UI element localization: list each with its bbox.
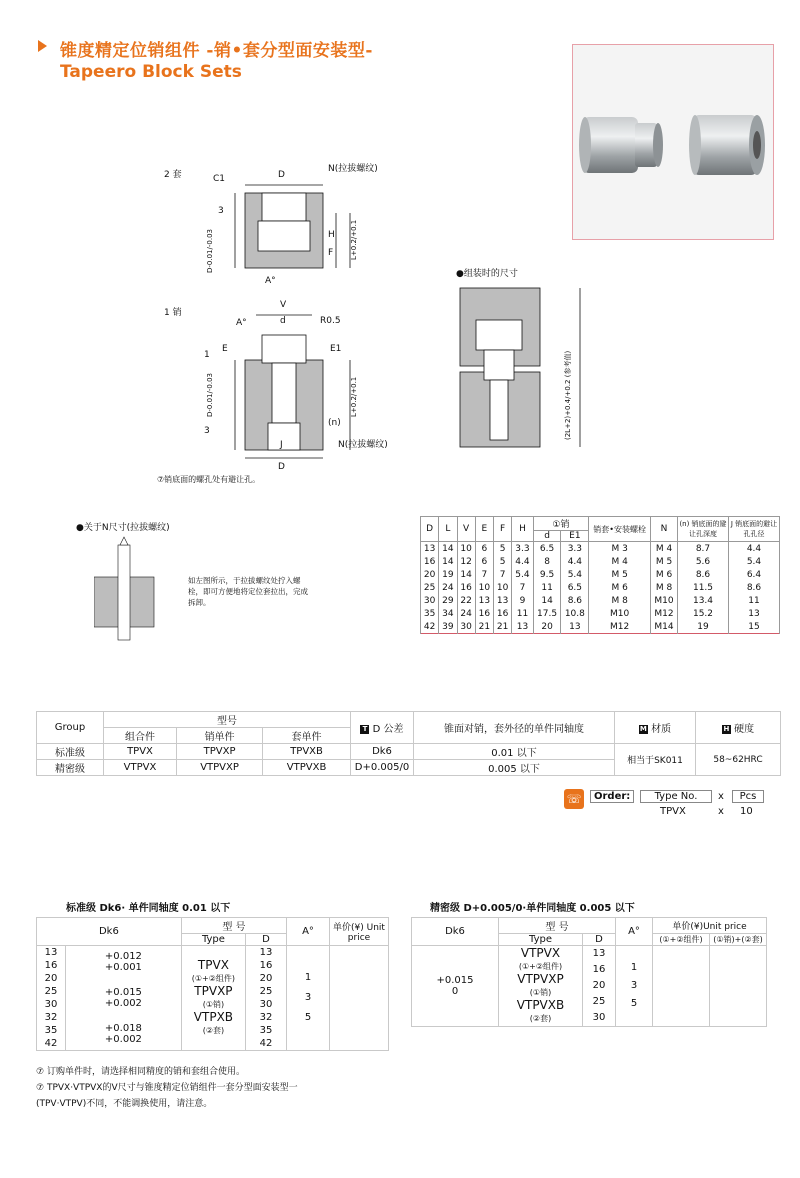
spec-cell: M 6 (651, 568, 678, 581)
dim-l-tol-top: L+0.2/+0.1 (350, 219, 358, 260)
std-tol-col: +0.012 +0.001 +0.015 +0.002 +0.018 +0.002 (66, 946, 182, 1051)
spec-cell: 19 (439, 568, 457, 581)
spec-cell: 24 (457, 607, 475, 620)
spec-cell: 9.5 (533, 568, 561, 581)
spec-cell: 7 (512, 581, 533, 594)
spec-cell: 19 (678, 620, 729, 634)
order-type-no: Type No. (640, 790, 712, 803)
spec-cell: 13 (475, 594, 493, 607)
spec-cell: 13 (494, 594, 512, 607)
spec-cell: 22 (457, 594, 475, 607)
spec-cell: 13 (561, 620, 589, 634)
std-price-table (36, 917, 389, 1051)
dim-d-tol-pin: D-0.01/-0.03 (206, 373, 214, 417)
title-arrow-icon (38, 40, 47, 52)
footnote-1: ⑦ 订购单件时，请选择相同精度的销和套组合使用。 (36, 1067, 245, 1077)
spec-cell: 5.4 (729, 555, 780, 568)
footnote-3: (TPV·VTPV)不同，不能调换使用，请注意。 (36, 1099, 213, 1109)
spec-cell: 16 (421, 555, 439, 568)
std-price-col (330, 946, 389, 1051)
order-example-x: x (718, 806, 724, 817)
footnote-2: ⑦ TPVX·VTPVX的V尺寸与锥度精定位销组件一套分型面安装型一 (36, 1083, 298, 1093)
prec-tol-col: +0.015 0 (412, 946, 499, 1027)
h-badge-icon: H (723, 724, 730, 733)
product-photo (572, 44, 774, 240)
prec-h-dk6: Dk6 (412, 918, 499, 946)
spec-cell: M10 (589, 607, 651, 620)
spec-cell: M 8 (589, 594, 651, 607)
spec-h-e1: E1 (561, 531, 589, 542)
std-h-price: 单价(¥) Unit price (330, 918, 389, 946)
dim-h: H (328, 230, 335, 240)
dim-a-pin: A° (236, 318, 247, 328)
group-row1-set: TPVX (104, 744, 177, 760)
label-pin: 1 销 (164, 308, 182, 318)
group-h-model: 型号 (104, 712, 351, 728)
spec-cell: 13 (729, 607, 780, 620)
group-row1-pin: TPVXP (177, 744, 263, 760)
spec-cell: 39 (439, 620, 457, 634)
spec-row (421, 607, 780, 620)
dim-l-tol-pin: L+0.2/+0.1 (350, 376, 358, 417)
spec-cell: 29 (439, 594, 457, 607)
spec-h-f: F (494, 517, 512, 542)
spec-cell: M10 (651, 594, 678, 607)
n-section-title: ●关于N尺寸(拉拔螺纹) (76, 523, 170, 533)
group-row1-bush: TPVXB (263, 744, 351, 760)
spec-cell: 14 (533, 594, 561, 607)
spec-row (421, 581, 780, 594)
spec-cell: 21 (475, 620, 493, 634)
group-h-bush: 套单件 (263, 728, 351, 744)
spec-cell: 5.4 (512, 568, 533, 581)
spec-cell: 3.3 (512, 542, 533, 556)
std-h-a: A° (287, 918, 330, 946)
spec-cell: 20 (533, 620, 561, 634)
group-table (36, 711, 781, 776)
spec-cell: 15.2 (678, 607, 729, 620)
prec-price-col-2 (710, 946, 767, 1027)
dim-n-top: N(拉拔螺纹) (328, 164, 378, 174)
spec-h-e: E (475, 517, 493, 542)
spec-cell: 8.7 (678, 542, 729, 556)
dim-v: V (280, 300, 287, 310)
page-title-en: Tapeero Block Sets (60, 62, 242, 82)
spec-cell: 12 (457, 555, 475, 568)
assembled-drawing (450, 280, 600, 455)
group-row1-group: 标准级 (37, 744, 104, 760)
spec-cell: 6.5 (561, 581, 589, 594)
spec-cell: M 8 (651, 581, 678, 594)
spec-h-dia: J 销底面的避让孔孔径 (729, 517, 780, 542)
spec-h-v: V (457, 517, 475, 542)
spec-row (421, 594, 780, 607)
spec-cell: 9 (512, 594, 533, 607)
spec-cell: 5.4 (561, 568, 589, 581)
t-badge-icon: T (360, 725, 369, 734)
drawing-note: ⑦销底面的螺孔处有避让孔。 (157, 475, 261, 484)
order-example-qty: 10 (740, 806, 753, 817)
spec-cell: 11 (512, 607, 533, 620)
group-hardness: 58~62HRC (696, 744, 781, 776)
spec-cell: 6.5 (533, 542, 561, 556)
spec-cell: M 6 (589, 581, 651, 594)
spec-table-body (421, 542, 780, 634)
assembled-label: ●组装时的尺寸 (456, 269, 518, 279)
group-row2-bush: VTPVXB (263, 760, 351, 776)
label-bushing: 2 套 (164, 170, 182, 180)
prec-type-col: VTPVX (①+②组件) VTPVXP (①销) VTPVXB (②套) (499, 946, 583, 1027)
spec-cell: 14 (439, 542, 457, 556)
note-marker-icon: ⑦ (36, 1083, 45, 1093)
prec-h-p1: (①+②组件) (653, 934, 710, 946)
order-pcs: Pcs (732, 790, 764, 803)
spec-cell: 8.6 (729, 581, 780, 594)
spec-cell: 10 (475, 581, 493, 594)
std-h-dk6: Dk6 (37, 918, 182, 946)
order-example-type: TPVX (660, 806, 686, 817)
spec-cell: M 4 (651, 542, 678, 556)
spec-cell: 13 (421, 542, 439, 556)
group-h-mat: M 材质 (615, 712, 696, 744)
spec-cell: 14 (457, 568, 475, 581)
prec-h-price: 单价(¥)Unit price (653, 918, 767, 934)
spec-cell: M 4 (589, 555, 651, 568)
n-thread-drawing (94, 535, 174, 645)
group-h-pin: 销单件 (177, 728, 263, 744)
spec-h-n: N (651, 517, 678, 542)
group-h-set: 组合件 (104, 728, 177, 744)
phone-icon: ☏ (564, 789, 584, 809)
spec-cell: 4.4 (561, 555, 589, 568)
spec-table (420, 516, 780, 634)
spec-cell: M 5 (589, 568, 651, 581)
spec-cell: 15 (729, 620, 780, 634)
dim-n-paren: (n) (328, 418, 341, 428)
dim-1: 1 (204, 350, 210, 360)
prec-h-a: A° (616, 918, 653, 946)
spec-row (421, 555, 780, 568)
prec-h-model: 型 号 (499, 918, 616, 934)
technical-drawing (150, 155, 440, 485)
dim-d-tol-top: D-0.01/-0.03 (206, 229, 214, 273)
m-badge-icon: M (639, 724, 647, 733)
note-marker-icon: ⑦ (36, 1067, 45, 1077)
spec-cell: 5 (494, 555, 512, 568)
group-row1-tol: Dk6 (351, 744, 414, 760)
dim-d-bot: D (278, 462, 285, 472)
prec-caption: 精密级 D+0.005/0·单件同轴度 0.005 以下 (430, 903, 635, 914)
prec-h-type: Type (499, 934, 583, 946)
std-h-type: Type (181, 934, 245, 946)
dim-d-top: D (278, 170, 285, 180)
group-row1-coax: 0.01 以下 (414, 744, 615, 760)
group-h-tol: T D 公差 (351, 712, 414, 744)
spec-h-d-small: d (533, 531, 561, 542)
page-title-cn: 锥度精定位销组件 -销•套分型面安装型- (60, 41, 373, 61)
group-h-hard: H 硬度 (696, 712, 781, 744)
dim-e1: E1 (330, 344, 342, 354)
spec-cell: 14 (439, 555, 457, 568)
group-row2-tol: D+0.005/0 (351, 760, 414, 776)
std-type-col: TPVX (①+②组件) TPVXP (①销) VTPXB (②套) (181, 946, 245, 1051)
dim-f: F (328, 248, 334, 258)
spec-row (421, 542, 780, 556)
spec-cell: 16 (475, 607, 493, 620)
spec-cell: 4.4 (512, 555, 533, 568)
std-a-col: 1 3 5 (287, 946, 330, 1051)
spec-cell: M12 (589, 620, 651, 634)
spec-cell: 24 (439, 581, 457, 594)
prec-price-col-1 (653, 946, 710, 1027)
spec-cell: 13.4 (678, 594, 729, 607)
spec-cell: M 3 (589, 542, 651, 556)
spec-h-depth: (n) 销底面的避让孔深度 (678, 517, 729, 542)
spec-h-pin: ①销 (533, 517, 589, 531)
spec-cell: M 5 (651, 555, 678, 568)
spec-cell: 35 (421, 607, 439, 620)
group-h-coax: 锥面对销，套外径的单件同轴度 (414, 712, 615, 744)
spec-cell: 11.5 (678, 581, 729, 594)
dim-c1: C1 (213, 174, 226, 184)
prec-price-table (411, 917, 767, 1027)
spec-row (421, 620, 780, 634)
spec-cell: 7 (475, 568, 493, 581)
spec-cell: 8.6 (678, 568, 729, 581)
dim-3-top: 3 (218, 206, 224, 216)
spec-cell: 10 (494, 581, 512, 594)
spec-cell: 16 (494, 607, 512, 620)
n-section-desc: 如左图所示，于拉拔螺纹处拧入螺栓，即可方便地将定位套拉出，完成拆卸。 (188, 576, 308, 607)
spec-cell: 6 (475, 542, 493, 556)
group-row2-set: VTPVX (104, 760, 177, 776)
std-caption: 标准级 Dk6· 单件同轴度 0.01 以下 (66, 903, 231, 914)
spec-h-bolt: 销套•安装螺栓 (589, 517, 651, 542)
prec-h-p2: (①销)+(②套) (710, 934, 767, 946)
spec-cell: 10.8 (561, 607, 589, 620)
dim-2l: (2L+2)+0.4/+0.2 (参考值) (564, 350, 572, 440)
spec-cell: 4.4 (729, 542, 780, 556)
spec-cell: 34 (439, 607, 457, 620)
spec-cell: 7 (494, 568, 512, 581)
spec-cell: 25 (421, 581, 439, 594)
spec-cell: 11 (533, 581, 561, 594)
dim-d-small: d (280, 316, 286, 326)
dim-3-pin: 3 (204, 426, 210, 436)
spec-cell: 20 (421, 568, 439, 581)
std-h-d: D (246, 934, 287, 946)
spec-cell: 6.4 (729, 568, 780, 581)
spec-cell: 5.6 (678, 555, 729, 568)
spec-cell: M12 (651, 607, 678, 620)
dim-r: R0.5 (320, 316, 341, 326)
spec-cell: 42 (421, 620, 439, 634)
spec-cell: 3.3 (561, 542, 589, 556)
note-marker-icon: ⑦ (157, 475, 165, 484)
spec-row (421, 568, 780, 581)
group-row2-coax: 0.005 以下 (414, 760, 615, 776)
prec-d-col: 13 16 20 25 30 (583, 946, 616, 1027)
dim-e: E (222, 344, 228, 354)
std-d-col: 13 16 20 25 30 32 35 42 (37, 946, 66, 1051)
std-dd-col: 13 16 20 25 30 32 35 42 (246, 946, 287, 1051)
dim-n-bot: N(拉拔螺纹) (338, 440, 388, 450)
spec-cell: 5 (494, 542, 512, 556)
spec-cell: 8 (533, 555, 561, 568)
spec-cell: 6 (475, 555, 493, 568)
spec-cell: 16 (457, 581, 475, 594)
spec-cell: 10 (457, 542, 475, 556)
group-row2-pin: VTPVXP (177, 760, 263, 776)
group-h-group: Group (37, 712, 104, 744)
prec-h-d: D (583, 934, 616, 946)
spec-cell: 30 (421, 594, 439, 607)
spec-cell: 30 (457, 620, 475, 634)
spec-cell: M14 (651, 620, 678, 634)
spec-cell: 17.5 (533, 607, 561, 620)
std-h-model: 型 号 (181, 918, 286, 934)
spec-h-h: H (512, 517, 533, 542)
prec-a-col: 1 3 5 (616, 946, 653, 1027)
spec-cell: 21 (494, 620, 512, 634)
spec-h-l: L (439, 517, 457, 542)
dim-j: J (280, 440, 283, 450)
order-label: Order: (590, 790, 634, 803)
spec-cell: 13 (512, 620, 533, 634)
spec-cell: 8.6 (561, 594, 589, 607)
group-row2-group: 精密级 (37, 760, 104, 776)
group-material: 相当于SK011 (615, 744, 696, 776)
spec-cell: 11 (729, 594, 780, 607)
pin-bushing-photo-icon (573, 45, 773, 239)
order-x: x (718, 791, 724, 802)
dim-a-top: A° (265, 276, 276, 286)
spec-h-d: D (421, 517, 439, 542)
footnotes (36, 1064, 298, 1112)
